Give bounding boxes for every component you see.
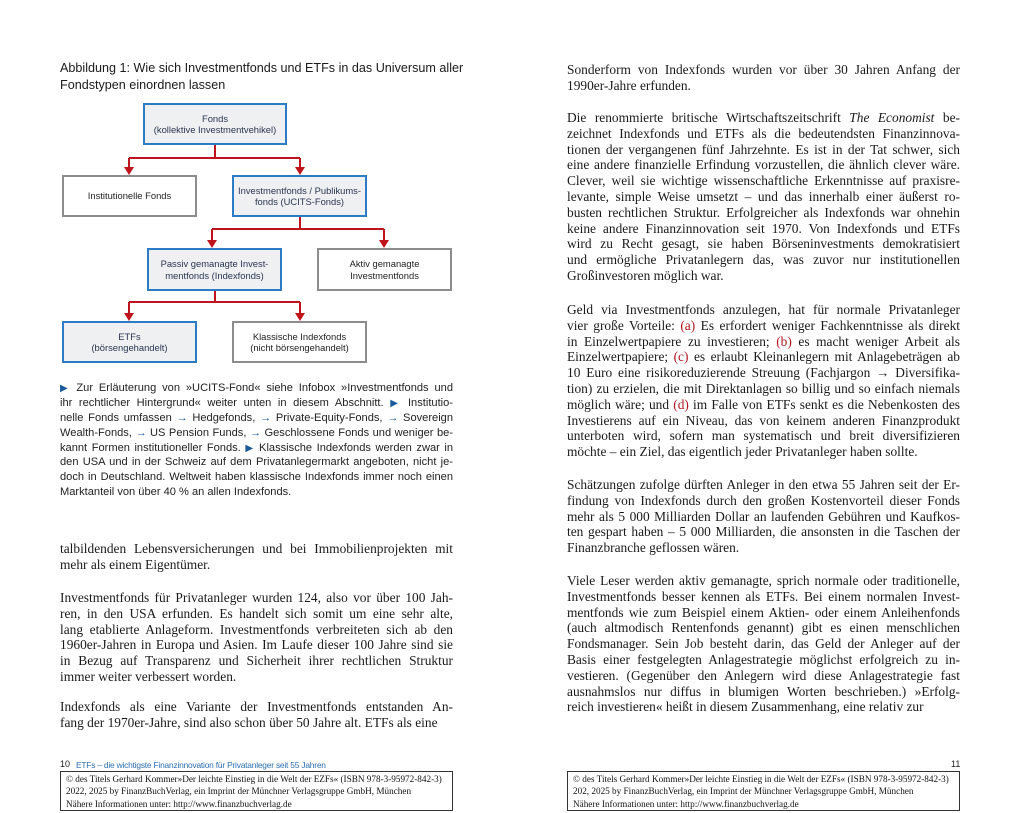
note-line: ▶ Zur Erläuterung von »UCITS-Fond« siehe Infobox »Investmentfonds und [60, 382, 453, 394]
text-line: reich investieren« heißt in diesem Zusammenhang, eine relativ zur [567, 699, 924, 715]
text-line: und ermögliche Privatanlegern das, was zuvor nur institutionellen [567, 252, 960, 268]
node-institutionelle-fonds: Institutionelle Fonds [62, 175, 197, 217]
text-line: busten rechtlichen Struktur. Erfolgreicher als Indexfonds war ohnehin [567, 204, 960, 220]
text-line: mentfonds wie zum Beispiel einem Aktien- oder einem Anleihenfonds [567, 604, 960, 620]
arrow-down-icon [295, 167, 305, 175]
arrow-down-icon [207, 240, 217, 248]
arrow-down-icon [295, 313, 305, 321]
text-line: talbildenden Lebensversicherungen und bei Immobilienprojekten mit [60, 541, 453, 556]
text-line: ausnahmslos nur diffus in blumigen Worten beschrieben.) »Erfolg- [567, 683, 960, 699]
text-line: möchte – ein Ziel, das eigentlich jeder Privatanleger haben sollte. [567, 444, 918, 460]
arrow-down-icon [379, 240, 389, 248]
paragraph [567, 302, 960, 460]
text-line: zeichnet Indexfonds und ETFs als die bedeutendsten Finanzinnova- [567, 125, 960, 141]
note-line: nelle Fonds umfassen → Hedgefonds, → Private-Equity-Fonds, → Sovereign [60, 411, 454, 424]
text-line: mehr als 5 000 Milliarden Dollar an laufenden Gebühren und Kaufkos- [567, 508, 960, 524]
triangle-bullet-icon: ▶ [390, 397, 402, 409]
node-passiv: Passiv gemanagte Invest- mentfonds (Indexfonds) [147, 248, 282, 291]
text-line: Geld via Investmentfonds anzulegen, hat für normale Privatanleger [567, 302, 960, 317]
text-line: Basis einer festgelegten Anlagestrategie möglichst erfolgreich zu in- [567, 651, 960, 667]
text-line: (auch altmodisch Rentenfonds genannt) gibt es einen menschlichen [567, 620, 960, 636]
paragraph [60, 590, 453, 685]
text-line: mehr als einem Eigentümer. [60, 556, 211, 572]
text-line: lang etablierte Anlageform. Investmentfonds verbreiteten sich ab den [60, 621, 453, 637]
text-line: Clever, weil sie wichtige wissenschaftliche Erkenntnisse auf praxisre- [567, 173, 960, 189]
arrow-right-icon: → [387, 411, 399, 424]
note-line: Wealth-Fonds, → US Pension Funds, → Geschlossene Fonds und weniger be- [60, 426, 453, 439]
copyright-box: © des Titels Gerhard Kommer»Der leichte Einstieg in die Welt der EZFs« (ISBN 978-3-95972-842-3) 202, 2025 by FinanzBuchVerlag, ein Imprint der Münchner Verlagsgruppe GmbH, München Nähere Informationen unter: http://www.finanzbuchverlag.de [567, 771, 960, 811]
text-line: Schätzungen zufolge dürften Anleger in den etwa 55 Jahren seit der Er- [567, 477, 960, 492]
paragraph [60, 699, 453, 731]
text-line: eine andere finanzielle Erfindung vorzustellen, die ähnlich clever wäre. [567, 157, 960, 173]
note-line: kannt Formen institutioneller Fonds. ▶ Klassische Indexfonds werden zwar in [60, 441, 454, 454]
text-line: Einzelwertpapiere; (c) es erlaubt Kleinanlegern mit Anlagebeträgen ab [567, 349, 960, 365]
list-marker: (a) [680, 317, 696, 333]
text-line: 1990er-Jahre erfunden. [567, 77, 691, 93]
list-marker: (d) [673, 396, 689, 412]
paragraph [567, 477, 960, 556]
page-number: 10 [60, 759, 71, 769]
text-line: tionen der vergangenen fünf Jahrzehnte. Es ist in der Tat schwer, sich [567, 141, 960, 157]
text-line: 10 Euro eine risikoreduzierende Streuung (Fachjargon → Diversifika- [567, 365, 960, 381]
text-line: vestieren. (Gegenüber den Anlegern wird diese Anlagestrategie fast [567, 667, 960, 683]
arrow-down-icon [124, 167, 134, 175]
paragraph [567, 62, 960, 94]
arrow-down-icon [124, 313, 134, 321]
note-line: Marktanteil von über 40 % an allen Indexfonds. [60, 486, 292, 499]
text-line: Großinvestoren möglich war. [567, 267, 724, 283]
text-line: in Bezug auf Transparenz und Sicherheit ihrer rechtlichen Struktur [60, 653, 453, 669]
text-line: keine andere Finanzinnovation seit 1970. Von Indexfonds und ETFs [567, 220, 960, 236]
text-line: möglich wäre; und (d) im Falle von ETFs senkt es die Nebenkosten des [567, 396, 960, 412]
arrow-right-icon: → [135, 426, 147, 439]
node-klassische-indexfonds: Klassische Indexfonds (nicht börsengehandelt) [232, 321, 367, 363]
arrow-right-icon: → [176, 411, 188, 424]
running-head: ETFs – die wichtigste Finanzinnovation für Privatanleger seit 55 Jahren [76, 760, 326, 770]
node-fonds: Fonds (kollektive Investmentvehikel) [143, 103, 287, 145]
arrow-right-icon: → [249, 426, 262, 439]
paragraph [567, 573, 960, 715]
text-line: ten gespart haben – 5 000 Milliarden, die ansonsten in die Taschen der [567, 524, 960, 540]
text-line: fang der 1970er-Jahre, sind also schon über 50 Jahre alt. ETFs als eine [60, 714, 438, 730]
arrow-right-icon: → [260, 411, 272, 424]
text-line: vier große Vorteile: (a) Es erfordert weniger Fachkenntnisse als direkt [567, 317, 960, 333]
text-line: levante, simple Weise umsetzt – und das innerhalb einer äußerst ro- [567, 188, 960, 204]
page-number: 11 [951, 759, 961, 769]
text-line: Viele Leser werden aktiv gemanagte, sprich normale oder traditionelle, [567, 573, 960, 588]
triangle-bullet-icon: ▶ [245, 442, 255, 454]
text-line: Sonderform von Indexfonds wurden vor über 30 Jahren Anfang der [567, 62, 960, 77]
text-line: wird zu Recht gesagt, sie haben Börseninvestments demokratisiert [567, 236, 960, 252]
node-etfs: ETFs (börsengehandelt) [62, 321, 197, 363]
text-line: in Einzelwertpapiere zu investieren; (b) es macht weniger Arbeit als [567, 333, 960, 349]
note-line: doch in Deutschland. Weltweit haben klassische Indexfonds immer noch einen [60, 471, 453, 484]
publication-title: The Economist [849, 110, 935, 125]
list-marker: (c) [673, 349, 689, 365]
text-line: Indexfonds als eine Variante der Investmentfonds entstanden An- [60, 699, 453, 714]
text-line: Investmentfonds für Privatanleger wurden 124, also vor über 100 Jah- [60, 590, 453, 605]
text-line: Finanzbranche geflossen wären. [567, 540, 740, 556]
paragraph [60, 541, 453, 573]
figure-caption: Abbildung 1: Wie sich Investmentfonds und ETFs in das Universum aller Fondstypen einordnen lassen [60, 61, 464, 92]
figure-note [60, 381, 453, 500]
text-line: ren, in den USA erfunden. Es handelt sich somit um eine sehr alte, [60, 605, 453, 621]
text-line: Investmentfonds besser kennen als ETFs. Bei einem normalen Invest- [567, 588, 960, 604]
text-line: 1960er-Jahren in Europa und Asien. Im Laufe dieser 100 Jahre sind sie [60, 637, 453, 653]
text-line: Die renommierte britische Wirtschaftszeitschrift The Economist be- [567, 110, 960, 125]
note-line: ihr rechtlicher Hintergrund« weiter unten in diesem Abschnitt. ▶ Institutio- [60, 396, 453, 409]
node-aktiv: Aktiv gemanagte Investmentfonds [317, 248, 452, 291]
text-line: unterboten wird, sofern man systematisch und breit diversifizieren [567, 428, 960, 444]
list-marker: (b) [776, 333, 792, 349]
text-line: Investierens auf ein Niveau, das von keinem anderen Finanzprodukt [567, 412, 960, 428]
text-line: findung von Indexfonds durch den großen Kostenvorteil dieser Fonds [567, 492, 960, 508]
note-line: den USA und in der Schweiz auf dem Privatanlegermarkt angeboten, nicht je- [60, 456, 453, 469]
text-line: immer weiter verbessert worden. [60, 668, 237, 684]
copyright-box: © des Titels Gerhard Kommer»Der leichte Einstieg in die Welt der EZFs« (ISBN 978-3-95972-842-3) 2022, 2025 by FinanzBuchVerlag, ein Imprint der Münchner Verlagsgruppe GmbH, München Nähere Informationen unter: http://www.finanzbuchverlag.de [60, 771, 453, 811]
paragraph [567, 110, 960, 284]
text-line: tion) zu erzielen, die mit Direktanlagen so billig und so einfach niemals [567, 380, 960, 396]
node-investmentfonds: Investmentfonds / Publikums- fonds (UCITS-Fonds) [232, 175, 367, 217]
triangle-bullet-icon: ▶ [60, 383, 71, 394]
text-line: Fondsmanager. Sein Job besteht darin, das Geld der Anleger auf der [567, 636, 960, 652]
